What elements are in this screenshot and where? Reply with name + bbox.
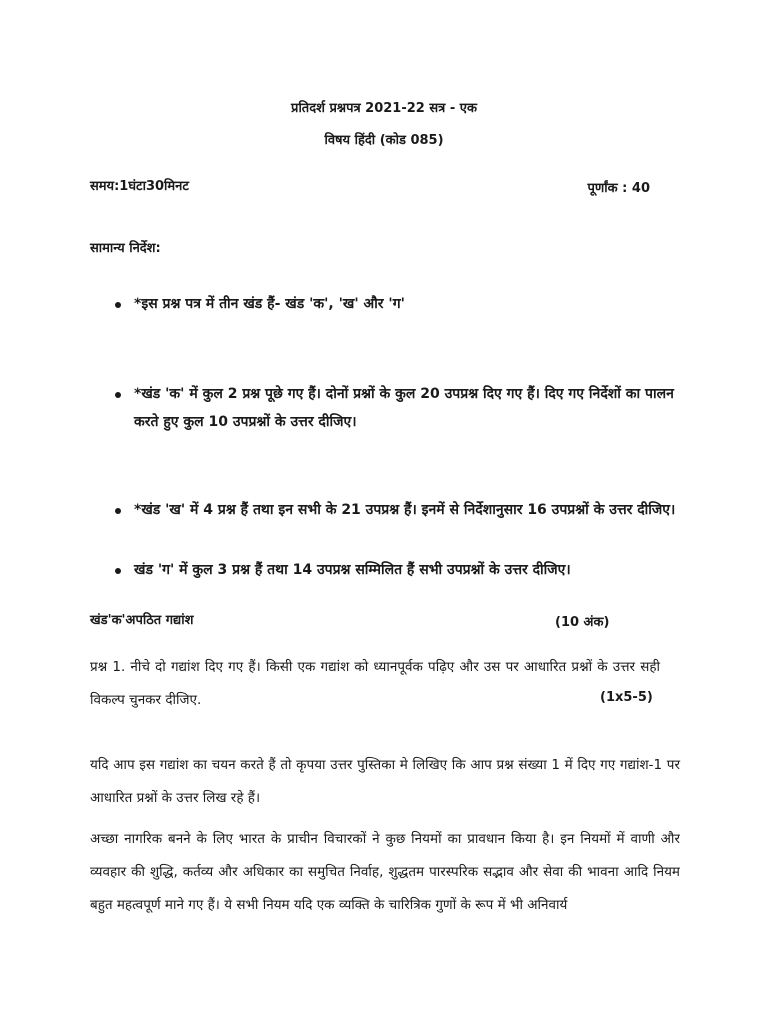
question-1-marks: (1x5-5) — [600, 690, 653, 705]
bullet-icon — [115, 392, 121, 398]
instruction-item: *खंड 'ख' में 4 प्रश्न हैं तथा इन सभी के 21 उपप्रश्न हैं। इनमें से निर्देशानुसार 16 उपप्रश्नों के उत्तर दीजिए। — [134, 502, 676, 518]
paper-title: प्रतिदर्श प्रश्नपत्र 2021-22 सत्र - एक — [291, 101, 477, 116]
section-a-heading: खंड'क'अपठित गद्यांश — [90, 613, 194, 628]
instruction-item: *खंड 'क' में कुल 2 प्रश्न पूछे गए हैं। दोनों प्रश्नों के कुल 20 उपप्रश्न दिए गए हैं। दिए गए निर्देशों का पालन करते हुए कुल 10 उपप्रश्नों के उत्तर दीजिए। — [134, 386, 674, 430]
bullet-icon — [115, 568, 121, 574]
time-allowed: समय:1घंटा30मिनट — [90, 179, 189, 194]
bullet-icon — [115, 302, 121, 308]
passage-selection-note: यदि आप इस गद्यांश का चयन करते हैं तो कृपया उत्तर पुस्तिका मे लिखिए कि आप प्रश्न संख्या 1 में दिए गए गद्यांश-1 पर आधारित प्रश्नों के उत्तर लिख रहे हैं। — [90, 757, 680, 806]
section-a-marks: (10 अंक) — [555, 615, 610, 630]
passage-1: अच्छा नागरिक बनने के लिए भारत के प्राचीन विचारकों ने कुछ नियमों का प्रावधान किया है। इन नियमों में वाणी और व्यवहार की शुद्धि, कर्तव्य और अधिकार का समुचित निर्वाह, शुद्धतम पारस्परिक सद्भाव और सेवा की भावना आदि नियम बहुत महत्वपूर्ण माने गए हैं। ये सभी नियम यदि एक व्यक्ति के चारित्रिक गुणों के रूप में भी अनिवार्य — [90, 831, 680, 913]
instructions-heading: सामान्य निर्देश: — [90, 241, 161, 256]
question-1-text: प्रश्न 1. नीचे दो गद्यांश दिए गए हैं। किसी एक गद्यांश को ध्यानपूर्वक पढ़िए और उस पर आधारित प्रश्नों के उत्तर सही विकल्प चुनकर दीजिए. — [90, 659, 660, 708]
instruction-item: खंड 'ग' में कुल 3 प्रश्न हैं तथा 14 उपप्रश्न सम्मिलित हैं सभी उपप्रश्नों के उत्तर दीजिए। — [134, 562, 571, 578]
max-marks: पूर्णांक : 40 — [587, 181, 650, 196]
bullet-icon — [115, 508, 121, 514]
instruction-item: *इस प्रश्न पत्र में तीन खंड हैं- खंड 'क', 'ख' और 'ग' — [134, 296, 405, 312]
paper-subject: विषय हिंदी (कोड 085) — [324, 133, 444, 148]
